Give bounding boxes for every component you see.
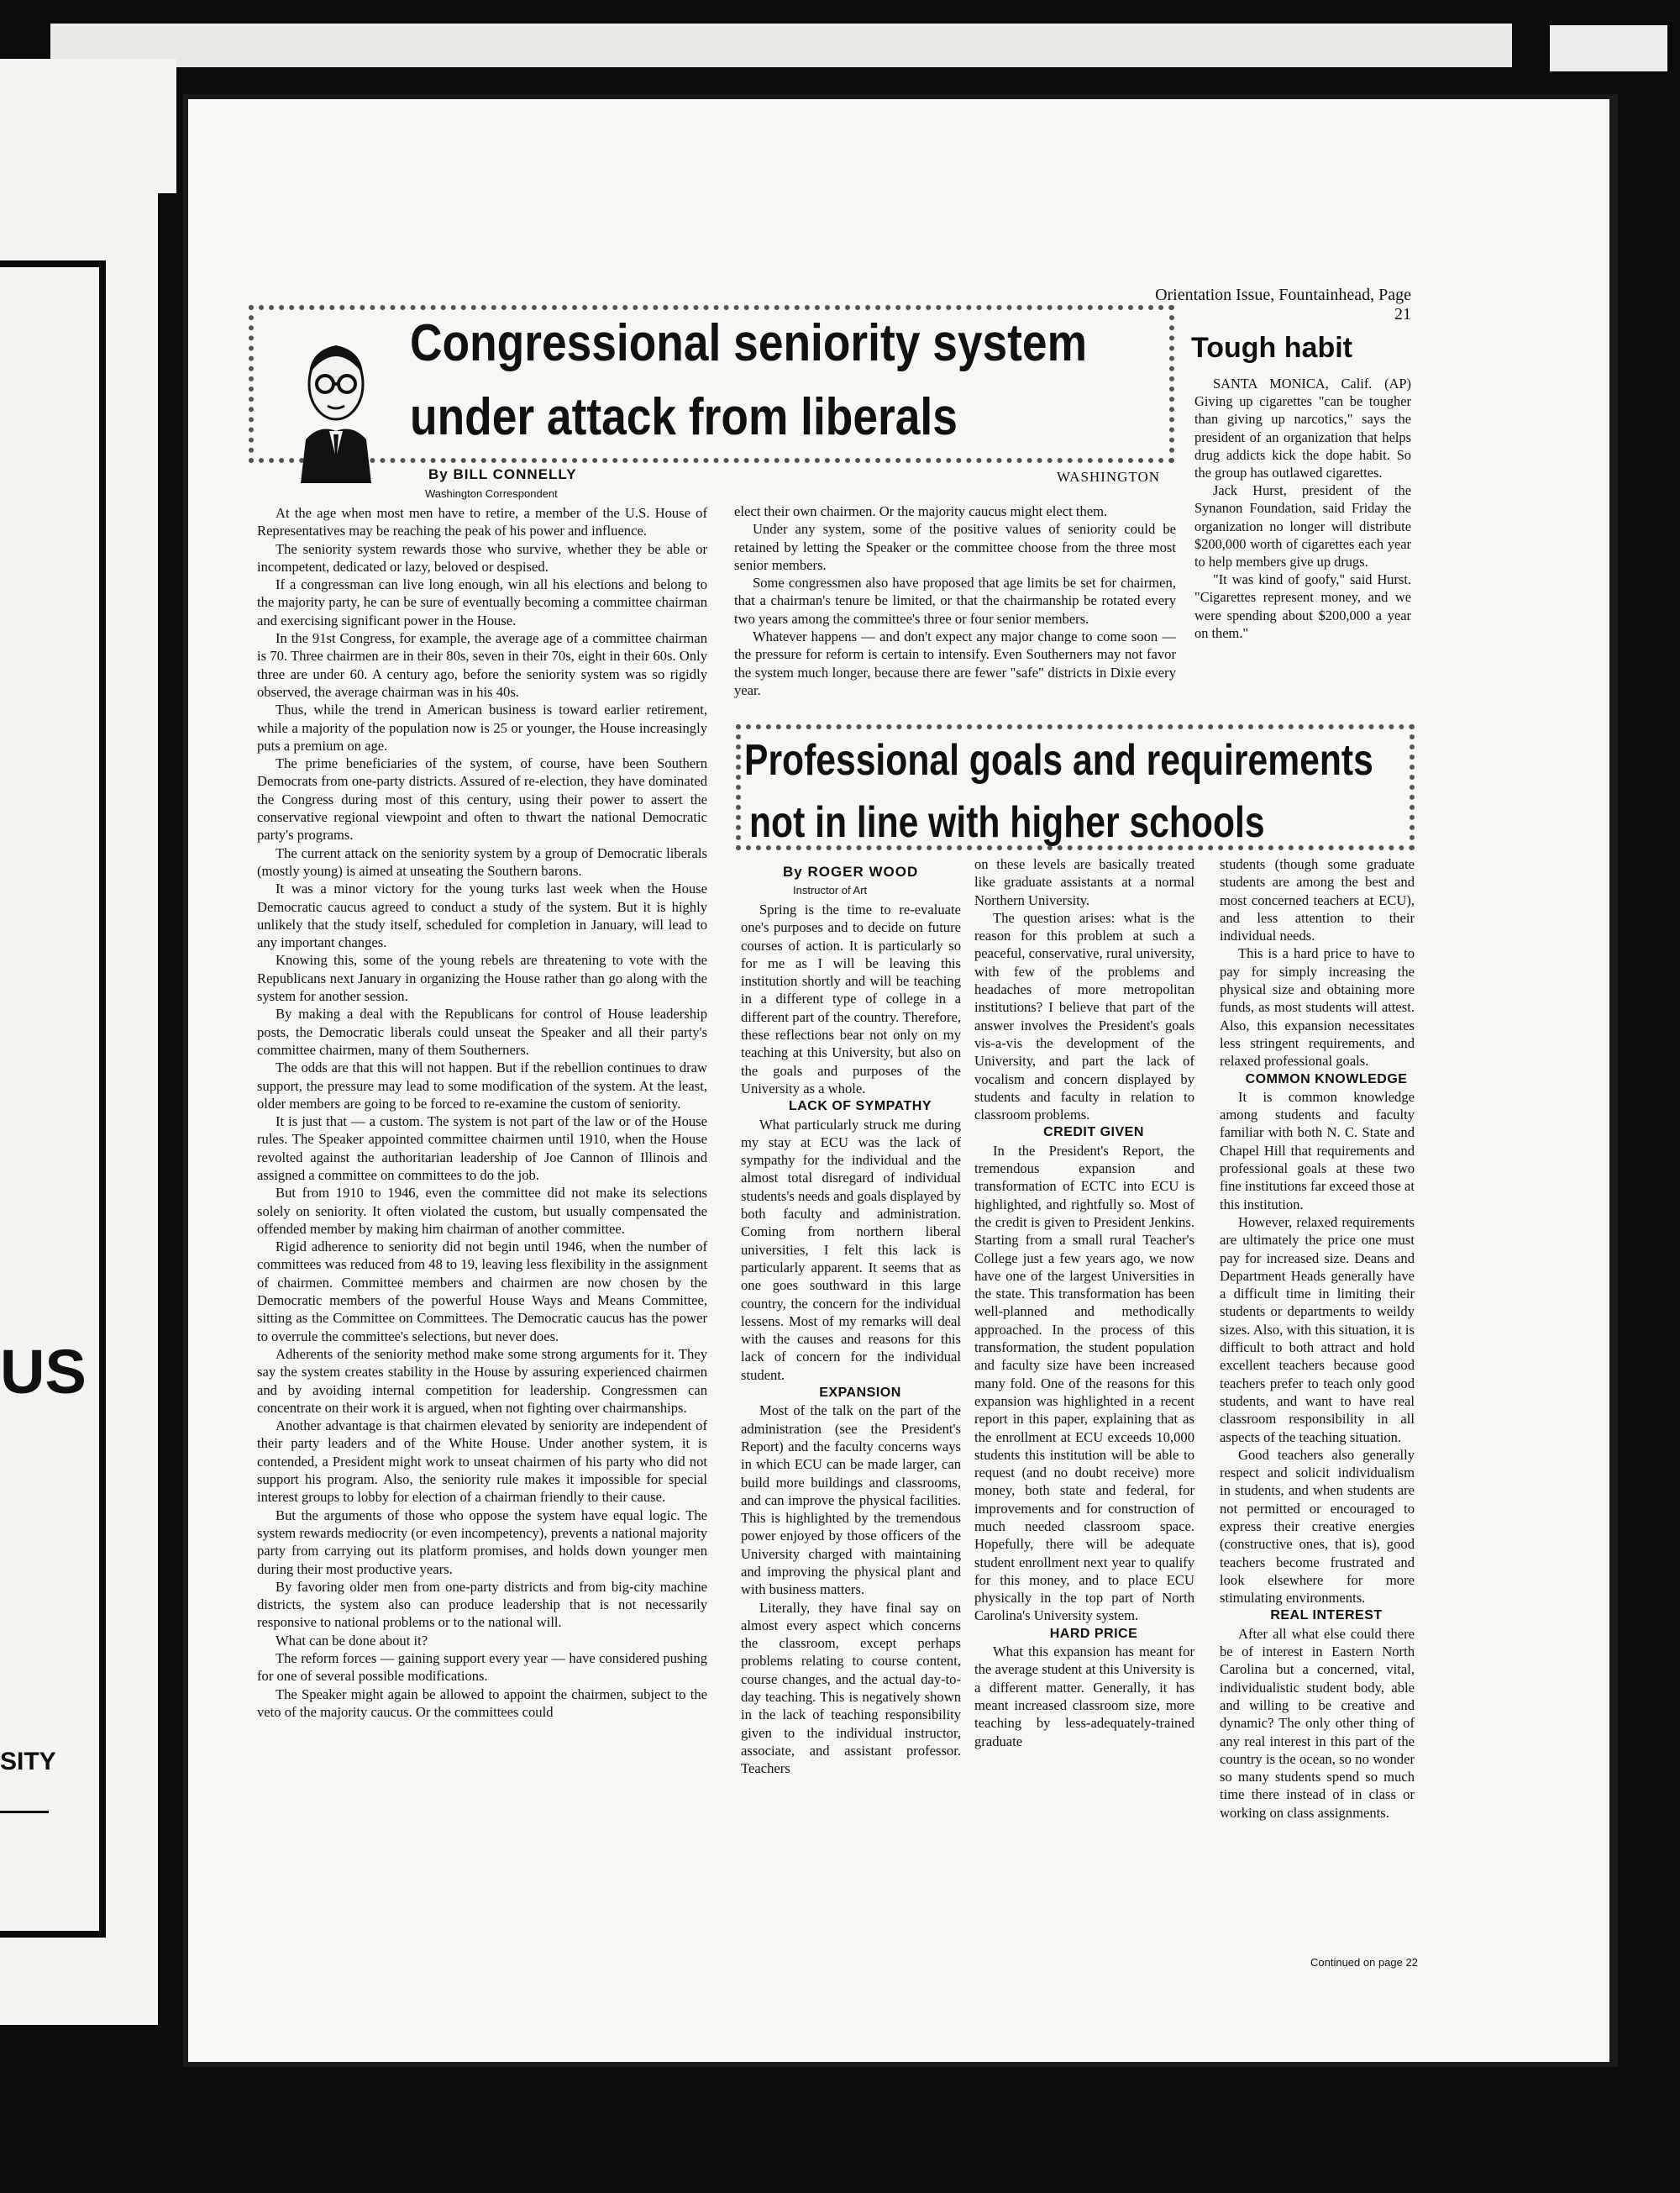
article1-column2	[734, 502, 1176, 699]
article1-byline-role: Washington Correspondent	[425, 487, 558, 500]
binding-spine	[158, 193, 181, 2067]
paragraph: This is a hard price to have to pay for simply increasing the physical size and obtaining more funds, as most students will attest. Also, this expansion necessitates less stringent requirements, and relaxed professional goals.	[1220, 945, 1415, 1070]
paragraph: Knowing this, some of the young rebels are threatening to vote with the Republicans next January in organizing the House rather than go along with the system for another session.	[257, 952, 707, 1005]
paragraph: Jack Hurst, president of the Synanon Foundation, said Friday the organization no longer will distribute $200,000 worth of cigarettes each year to help members give up drugs.	[1194, 482, 1411, 571]
left-page-fragment-sity: SITY	[0, 1748, 56, 1775]
paragraph: Some congressmen also have proposed that age limits be set for chairmen, that a chairman's tenure be limited, or that the chairmanship be rotated every two years among the committee's three or four senior members.	[734, 575, 1176, 627]
paragraph: But from 1910 to 1946, even the committee did not make its selections solely on seniority. It often violated the custom, but usually compensated the offended member by making him chairman of another committee.	[257, 1185, 707, 1237]
facing-page-edge	[50, 24, 1512, 67]
article2-byline-role: Instructor of Art	[793, 884, 868, 897]
article1-column1	[257, 504, 707, 1721]
subheading: LACK OF SYMPATHY	[788, 1099, 932, 1114]
paragraph: However, relaxed requirements are ultimately the price one must pay for increased size. Deans and Department Heads generally have a difficult time in limiting their students or departments to weildy sizes. Also, with this situation, it is difficult to both attract and hold excellent teachers because good teachers prefer to teach only good students, and want to have real classroom responsibility in all aspects of the teaching situation.	[1220, 1213, 1415, 1445]
subheading: HARD PRICE	[1049, 1626, 1138, 1641]
sidebar-headline: Tough habit	[1191, 332, 1352, 364]
paragraph: Rigid adherence to seniority did not begin until 1946, when the number of committees was reduced from 48 to 19, leaving less flexibility in the assignment of chairmen. Committee members and chairmen are now chosen by the Democratic members of the powerful House Ways and Means Committee, sitting as the Committee on Committees. The Democratic caucus has the power to overrule the committee's selections, but never does.	[257, 1238, 707, 1344]
paragraph: It is just that — a custom. The system is not part of the law or of the House rules. The Speaker appointed committee chairmen until 1910, when the House revolted against the authoritarian leadership of Joe Cannon of Illinois and assigned a committee on committees to do the job.	[257, 1113, 707, 1183]
paragraph: If a congressman can live long enough, win all his elections and belong to the majority party, he can be sure of eventually becoming a committee chairman and exercising significant power in the House.	[257, 576, 707, 628]
paragraph: At the age when most men have to retire, a member of the U.S. House of Representatives may be reaching the peak of his power and influence.	[257, 505, 707, 539]
paragraph: Good teachers also generally respect and solicit individualism in students, and when students are not permitted or encouraged to express their creative energies (constructive ones, that is), good teachers become frustrated and look elsewhere for more stimulating environments.	[1220, 1446, 1415, 1607]
article1-headline-line2: under attack from liberals	[410, 388, 958, 446]
paragraph: The prime beneficiaries of the system, of course, have been Southern Democrats from one-party districts. Assured of re-election, they have dominated the Congress during most of this century, using their power to assert the conservative regional viewpoint and often to thwart the national Democratic party's programs.	[257, 755, 707, 844]
subheading: REAL INTEREST	[1270, 1608, 1383, 1623]
sidebar-body	[1194, 375, 1411, 642]
article2-column3	[1220, 855, 1415, 1822]
scan-background-bottom	[0, 2067, 1680, 2193]
paragraph: students (though some graduate students are among the best and most concerned teachers at ECU), and less attention to their individual needs.	[1220, 856, 1415, 944]
left-page-rule	[0, 1811, 49, 1813]
paragraph: Whatever happens — and don't expect any major change to come soon — the pressure for reform is certain to intensify. Even Southerners may not favor the system much longer, because there are fewer "safe" districts in Dixie every year.	[734, 628, 1176, 698]
paragraph: It is common knowledge among students and faculty familiar with both N. C. State and Chapel Hill that requirements and professional goals at these two fine institutions far exceed those at this institution.	[1220, 1088, 1415, 1212]
article1-byline: By BILL CONNELLY	[428, 466, 577, 482]
paragraph: SANTA MONICA, Calif. (AP) Giving up cigarettes "can be tougher than giving up narcotics," says the president of an organization that helps drug addicts kick the dope habit. So the group has outlawed cigarettes.	[1194, 376, 1411, 481]
article1-dateline: WASHINGTON	[1057, 469, 1161, 485]
paragraph: What this expansion has meant for the average student at this University is a different matter. Generally, it has meant increased classroom size, more teaching by less-adequately-trained graduate	[974, 1643, 1194, 1749]
article2-column2	[974, 855, 1194, 1750]
continued-notice: Continued on page 22	[1310, 1956, 1418, 1969]
paragraph: By making a deal with the Republicans for control of House leadership posts, the Democratic liberals could unseat the Speaker and all their party's committee chairmen, many of them Southerners.	[257, 1006, 707, 1058]
paragraph: Under any system, some of the positive values of seniority could be retained by letting the Speaker or the committee choose from the three most senior members.	[734, 521, 1176, 573]
article2-headline-line2: not in line with higher schools	[749, 798, 1265, 847]
paragraph: Thus, while the trend in American business is toward earlier retirement, while a majority of the population now is 25 or younger, the House increasingly puts a premium on age.	[257, 702, 707, 754]
paragraph: What particularly struck me during my stay at ECU was the lack of sympathy for the individual and the almost total disregard of individual students's needs and goals displayed by both faculty and administration. Coming from northern liberal universities, I felt this lack is particularly apparent. It seems that as one goes southward in this large country, the concern for the individual lessens. Most of my remarks will deal with the causes and reasons for this lack of concern for the individual student.	[741, 1116, 961, 1383]
facing-page-corner	[1550, 25, 1667, 71]
paragraph: What can be done about it?	[276, 1632, 428, 1649]
subheading: EXPANSION	[819, 1386, 901, 1401]
paragraph: The reform forces — gaining support every year — have considered pushing for one of several possible modifications.	[257, 1650, 707, 1685]
paragraph: In the 91st Congress, for example, the average age of a committee chairman is 70. Three chairmen are in their 80s, seven in their 70s, eight in their 60s. Only three are under 60. A century ago, before the seniority system was so rigidly observed, the average chairman was in his 40s.	[257, 630, 707, 700]
article2-byline: By ROGER WOOD	[783, 864, 919, 880]
article1-headline-line1: Congressional seniority system	[410, 314, 1088, 372]
paragraph: Adherents of the seniority method make some strong arguments for it. They say the system creates stability in the House by assuring experienced chairmen and by avoiding internal competition for leadership. Congressmen can concentrate on their work it is argued, when not fighting over chairmanships.	[257, 1345, 707, 1416]
paragraph: on these levels are basically treated like graduate assistants at a normal Northern University.	[974, 856, 1194, 908]
article2-headline-line1: Professional goals and requirements	[744, 736, 1373, 785]
paragraph: The odds are that this will not happen. But if the rebellion continues to draw support, the pressure may lead to some modification of the system. At the least, older members are going to be forced to re-examine the custom of seniority.	[257, 1060, 707, 1112]
paragraph: But the arguments of those who oppose the system have equal logic. The system rewards mediocrity (or even incompetency), prevents a national majority party from carrying out its platform promises, and holds down younger men during their most productive years.	[257, 1507, 707, 1577]
portrait-icon	[294, 332, 378, 483]
left-page-fragment-us: US	[0, 1337, 87, 1407]
paragraph: After all what else could there be of interest in Eastern North Carolina but a concerned, vital, individualistic student body, able and willing to be creative and dynamic? The only other thing of any real interest in this part of the country is the ocean, so no wonder so many students spend so much time there instead of in class or working on class assignments.	[1220, 1625, 1415, 1821]
left-page-box	[0, 260, 106, 1938]
paragraph: Literally, they have final say on almost every aspect which concerns the classroom, except perhaps problems relating to course content, course changes, and the actual day-to-day teaching. This is negatively shown in the lack of teaching responsibility given to the individual instructor, associate, and assistant professor. Teachers	[741, 1599, 961, 1777]
paragraph: The Speaker might again be allowed to appoint the chairmen, subject to the veto of the majority caucus. Or the committees could	[257, 1686, 707, 1720]
paragraph: By favoring older men from one-party districts and from big-city machine districts, the system also can produce leadership that is not necessarily responsive to national problems or to the national will.	[257, 1578, 707, 1631]
paragraph: "It was kind of goofy," said Hurst. "Cigarettes represent money, and we were spending about $200,000 a year on them."	[1194, 571, 1411, 641]
subheading: COMMON KNOWLEDGE	[1245, 1071, 1408, 1086]
paragraph: Another advantage is that chairmen elevated by seniority are independent of their party leaders and of the White House. Under another system, it is contended, a President might work to unseat chairmen of his party who did not support his program. Also, the seniority rule makes it impossible for special interest groups to lobby for election of a chairman friendly to their cause.	[257, 1417, 707, 1506]
paragraph: The seniority system rewards those who survive, whether they be able or incompetent, dedicated or lazy, beloved or despised.	[257, 540, 707, 575]
paragraph: The current attack on the seniority system by a group of Democratic liberals (mostly young) is aimed at unseating the Southern barons.	[257, 844, 707, 879]
page-folio: Orientation Issue, Fountainhead, Page 21	[1155, 286, 1411, 323]
article2-column1	[741, 901, 961, 1778]
paragraph: The question arises: what is the reason for this problem at such a peaceful, conservative, rural university, with few of the problems and headaches of more metropolitan institutions? I believe that part of the answer involves the President's goals vis-a-vis the development of the University, and part the lack of vocalism and concern displayed by students and faculty in relation to classroom problems.	[974, 909, 1194, 1123]
subheading: CREDIT GIVEN	[1043, 1125, 1144, 1140]
paragraph: Most of the talk on the part of the administration (see the President's Report) and the faculty concerns ways in which ECU can be made larger, can build more buildings and classrooms, and can improve the physical facilities. This is highlighted by the tremendous power enjoyed by those officers of the University charged with maintaining and improving the physical plant and with business matters.	[741, 1402, 961, 1598]
paragraph: Spring is the time to re-evaluate one's purposes and to decide on future courses of action. It is particularly so for me as I will be leaving this institution shortly and will be teaching in a different type of college in a different part of the country. Therefore, these reflections bear not only on my teaching at this University, but also on the goals and purposes of the University as a whole.	[741, 902, 961, 1096]
paragraph: elect their own chairmen. Or the majority caucus might elect them.	[734, 503, 1108, 519]
paragraph: In the President's Report, the tremendous expansion and transformation of ECTC into ECU is highlighted, and rightfully so. Most of the credit is given to President Jenkins. Starting from a small rural Teacher's College just a few years ago, we now have one of the largest Universities in the state. This transformation has been well-planned and methodically approached. In the process of this transformation, the student population and faculty size have been increased many fold. One of the reasons for this expansion was highlighted in a recent report in this paper, explaining that as the enrollment at ECU exceeds 10,000 students this institution will be able to request (and no doubt receive) more money, both state and federal, for improvements and for construction of much needed classroom space. Hopefully, there will be adequate student enrollment next year to qualify for this money, and to place ECU physically in the top part of North Carolina's University system.	[974, 1142, 1194, 1624]
paragraph: It was a minor victory for the young turks last week when the House Democratic caucus agreed to conduct a study of the system. But it is highly unlikely that the study itself, scheduled for completion in January, will lead to any important changes.	[257, 881, 707, 951]
